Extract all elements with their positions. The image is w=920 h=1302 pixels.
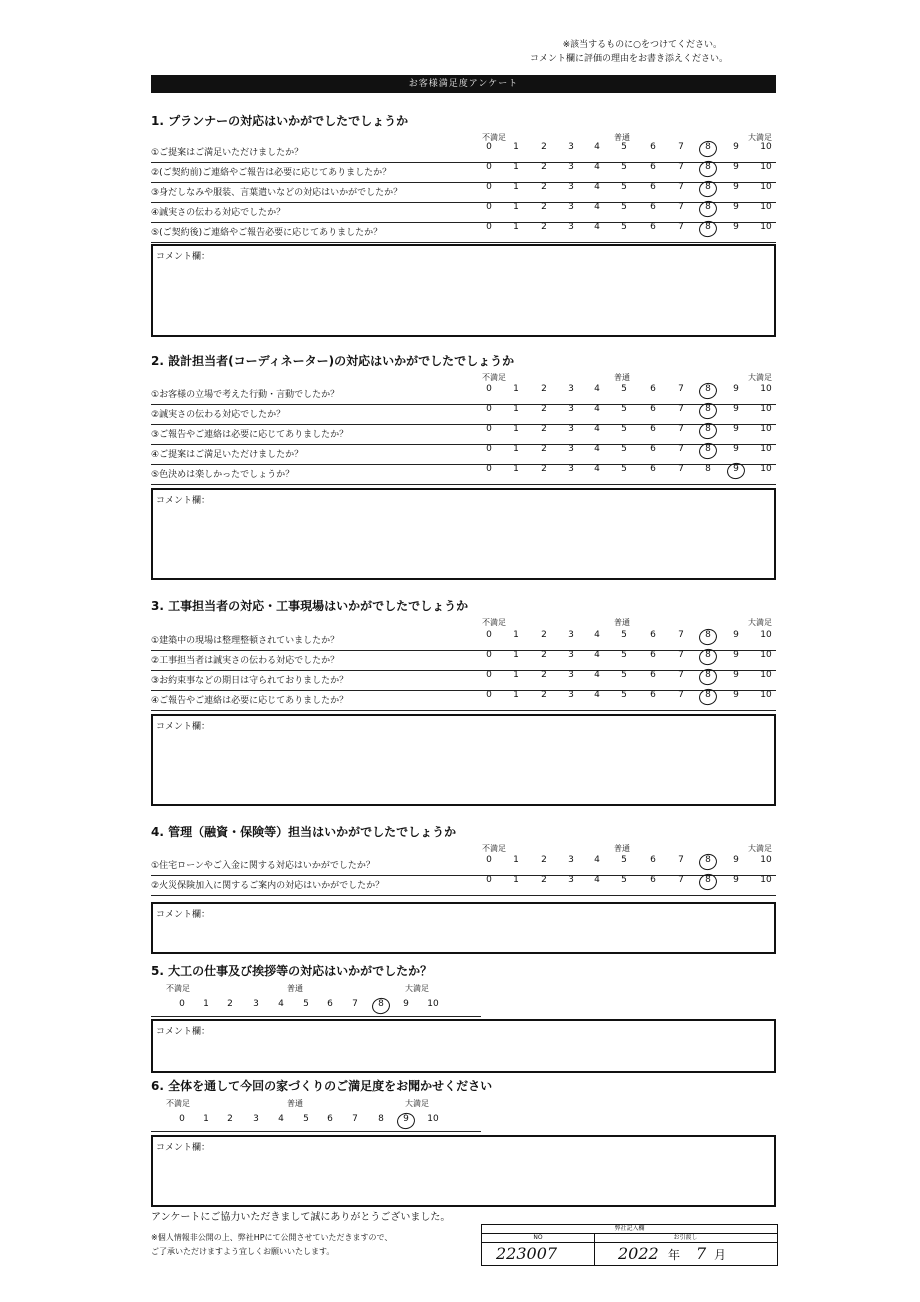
question-text: ⑤(ご契約後)ご連絡やご報告必要に応じてありましたか？ [151,228,383,238]
rating-option-2[interactable]: 2 [541,142,547,152]
rating-option-0[interactable]: 0 [486,162,492,172]
rating-option-6[interactable]: 6 [650,404,656,414]
rating-option-9[interactable]: 9 [733,855,739,865]
rating-option-3[interactable]: 3 [568,630,574,640]
rating-underline [151,1016,481,1017]
comment-box-6[interactable] [151,1135,776,1207]
rating-option-6[interactable]: 6 [650,650,656,660]
rating-option-4[interactable]: 4 [594,444,600,454]
rating-option-0[interactable]: 0 [486,202,492,212]
rating-option-4[interactable]: 4 [594,855,600,865]
rating-option-9[interactable]: 9 [733,650,739,660]
rating-option-6[interactable]: 6 [650,182,656,192]
comment-box-5[interactable] [151,1019,776,1073]
comment-label: コメント欄： [156,1027,211,1037]
rating-option-2[interactable]: 2 [541,222,547,232]
rating-option-8[interactable]: 8 [705,142,711,152]
section-2-title: 2. 設計担当者(コーディネーター)の対応はいかがでしたでしょうか [151,354,515,368]
rating-option-8[interactable]: 8 [705,182,711,192]
question-text: ②工事担当者は誠実さの伝わる対応でしたか？ [151,656,340,666]
rating-option-9[interactable]: 9 [733,182,739,192]
section-3-title: 3. 工事担当者の対応・工事現場はいかがでしたでしょうか [151,599,469,613]
rating-option-5[interactable]: 5 [621,855,627,865]
scale-mid-label: 普通 [614,618,630,627]
rating-option-5[interactable]: 5 [621,630,627,640]
scale-mid-label: 普通 [287,984,303,993]
rating-option-6[interactable]: 6 [650,444,656,454]
rating-option-6[interactable]: 6 [650,162,656,172]
instruction-note-2: コメント欄に評価の理由をお書き添えください。 [529,54,728,64]
rating-option-8[interactable]: 8 [705,444,711,454]
rating-option-8[interactable]: 8 [378,1114,384,1124]
rating-option-10[interactable]: 10 [760,182,772,192]
question-text: ④誠実さの伝わる対応でしたか？ [151,208,286,218]
rating-option-0[interactable]: 0 [486,222,492,232]
survey-number: 223007 [496,1244,558,1263]
rating-option-1[interactable]: 1 [513,162,519,172]
question-row [151,424,776,445]
rating-option-8[interactable]: 8 [705,690,711,700]
rating-option-5[interactable]: 5 [621,444,627,454]
scale-mid-label: 普通 [614,133,630,142]
rating-option-0[interactable]: 0 [486,182,492,192]
rating-option-8[interactable]: 8 [705,875,711,885]
rating-option-5[interactable]: 5 [621,650,627,660]
scale-high-label: 大満足 [405,984,429,993]
question-row [151,162,776,183]
rating-option-2[interactable]: 2 [541,670,547,680]
rating-option-8[interactable]: 8 [705,384,711,394]
rating-option-4[interactable]: 4 [278,999,284,1009]
rating-option-7[interactable]: 7 [678,650,684,660]
rating-option-1[interactable]: 1 [513,875,519,885]
handover-year: 2022 [618,1244,659,1263]
privacy-note-2: ご了承いただけますよう宜しくお願いいたします。 [151,1247,335,1256]
rating-option-3[interactable]: 3 [568,222,574,232]
rating-option-1[interactable]: 1 [203,999,209,1009]
rating-option-10[interactable]: 10 [760,142,772,152]
rating-option-3[interactable]: 3 [568,424,574,434]
rating-option-5[interactable]: 5 [621,182,627,192]
question-row [151,444,776,465]
rating-option-5[interactable]: 5 [303,999,309,1009]
question-row [151,222,776,243]
rating-option-3[interactable]: 3 [568,444,574,454]
comment-box-3[interactable] [151,714,776,806]
rating-option-3[interactable]: 3 [568,650,574,660]
rating-option-8[interactable]: 8 [705,855,711,865]
survey-banner: お客様満足度アンケート [151,75,776,93]
rating-option-6[interactable]: 6 [650,202,656,212]
rating-option-3[interactable]: 3 [568,142,574,152]
rating-option-6[interactable]: 6 [650,142,656,152]
rating-option-2[interactable]: 2 [541,650,547,660]
rating-option-7[interactable]: 7 [678,875,684,885]
question-text: ①住宅ローンやご入金に関する対応はいかがでしたか？ [151,861,375,871]
rating-option-4[interactable]: 4 [594,464,600,474]
rating-option-1[interactable]: 1 [513,630,519,640]
rating-option-9[interactable]: 9 [733,202,739,212]
rating-option-1[interactable]: 1 [513,650,519,660]
rating-option-8[interactable]: 8 [705,670,711,680]
rating-option-3[interactable]: 3 [568,670,574,680]
rating-option-4[interactable]: 4 [594,142,600,152]
rating-option-4[interactable]: 4 [594,404,600,414]
rating-option-3[interactable]: 3 [568,404,574,414]
rating-option-8[interactable]: 8 [705,202,711,212]
rating-option-1[interactable]: 1 [513,690,519,700]
no-label: NO [533,1234,543,1241]
scale-high-label: 大満足 [748,844,772,853]
rating-option-2[interactable]: 2 [541,202,547,212]
rating-option-4[interactable]: 4 [594,202,600,212]
rating-option-1[interactable]: 1 [513,384,519,394]
rating-option-0[interactable]: 0 [486,464,492,474]
scale-low-label: 不満足 [482,844,506,853]
rating-option-1[interactable]: 1 [513,142,519,152]
rating-option-5[interactable]: 5 [621,464,627,474]
instruction-note-1: ※該当するものに○をつけてください。 [562,40,722,50]
office-use-box [481,1224,778,1266]
rating-option-6[interactable]: 6 [327,1114,333,1124]
rating-option-2[interactable]: 2 [541,630,547,640]
question-text: ③お約束事などの期日は守られておりましたか？ [151,676,349,686]
rating-option-7[interactable]: 7 [678,444,684,454]
rating-option-5[interactable]: 5 [621,384,627,394]
rating-option-10[interactable]: 10 [760,670,772,680]
scale-low-label: 不満足 [482,618,506,627]
rating-option-8[interactable]: 8 [705,464,711,474]
question-row [151,630,776,651]
scale-low-label: 不満足 [166,1099,190,1108]
rating-option-2[interactable]: 2 [541,404,547,414]
rating-option-5[interactable]: 5 [621,404,627,414]
rating-option-10[interactable]: 10 [760,222,772,232]
comment-box-2[interactable] [151,488,776,580]
rating-option-2[interactable]: 2 [227,1114,233,1124]
rating-option-2[interactable]: 2 [541,162,547,172]
rating-option-7[interactable]: 7 [678,464,684,474]
question-row [151,855,776,876]
year-unit: 年 [668,1248,681,1262]
rating-option-3[interactable]: 3 [568,875,574,885]
question-text: ⑤色決めは楽しかったでしょうか？ [151,470,295,480]
rating-option-10[interactable]: 10 [760,384,772,394]
rating-option-9[interactable]: 9 [733,162,739,172]
question-row [151,404,776,425]
scale-low-label: 不満足 [482,373,506,382]
question-row [151,875,776,896]
rating-option-0[interactable]: 0 [486,444,492,454]
rating-option-2[interactable]: 2 [541,690,547,700]
rating-option-9[interactable]: 9 [733,444,739,454]
rating-option-0[interactable]: 0 [486,855,492,865]
rating-option-7[interactable]: 7 [678,202,684,212]
month-unit: 月 [714,1248,727,1262]
rating-option-7[interactable]: 7 [678,162,684,172]
scale-mid-label: 普通 [287,1099,303,1108]
rating-option-7[interactable]: 7 [678,384,684,394]
rating-option-9[interactable]: 9 [733,404,739,414]
rating-option-0[interactable]: 0 [486,142,492,152]
rating-option-7[interactable]: 7 [678,142,684,152]
question-text: ①お客様の立場で考えた行動・言動でしたか？ [151,390,340,400]
rating-option-8[interactable]: 8 [705,630,711,640]
rating-option-7[interactable]: 7 [678,855,684,865]
rating-option-7[interactable]: 7 [678,424,684,434]
scale-high-label: 大満足 [748,618,772,627]
rating-option-8[interactable]: 8 [705,424,711,434]
scale-high-label: 大満足 [748,373,772,382]
rating-option-5[interactable]: 5 [621,202,627,212]
rating-option-3[interactable]: 3 [568,855,574,865]
comment-label: コメント欄： [156,910,211,920]
footer-divider [594,1234,595,1265]
rating-option-10[interactable]: 10 [427,1114,439,1124]
privacy-note-1: ※個人情報非公開の上、弊社HPにて公開させていただきますので、 [151,1233,393,1242]
rating-option-1[interactable]: 1 [513,404,519,414]
rating-option-0[interactable]: 0 [486,875,492,885]
rating-option-4[interactable]: 4 [594,670,600,680]
rating-option-5[interactable]: 5 [621,670,627,680]
comment-label: コメント欄： [156,722,211,732]
rating-option-1[interactable]: 1 [513,202,519,212]
rating-option-4[interactable]: 4 [278,1114,284,1124]
rating-option-9[interactable]: 9 [733,424,739,434]
rating-option-3[interactable]: 3 [568,162,574,172]
rating-option-6[interactable]: 6 [650,630,656,640]
scale-mid-label: 普通 [614,373,630,382]
rating-option-1[interactable]: 1 [513,424,519,434]
rating-option-2[interactable]: 2 [541,182,547,192]
scale-high-label: 大満足 [405,1099,429,1108]
rating-option-5[interactable]: 5 [621,424,627,434]
rating-option-6[interactable]: 6 [650,222,656,232]
question-row [151,202,776,223]
rating-option-7[interactable]: 7 [678,182,684,192]
scale-mid-label: 普通 [614,844,630,853]
rating-option-10[interactable]: 10 [760,444,772,454]
rating-option-2[interactable]: 2 [541,875,547,885]
rating-option-4[interactable]: 4 [594,650,600,660]
rating-option-10[interactable]: 10 [760,162,772,172]
scale-high-label: 大満足 [748,133,772,142]
rating-option-2[interactable]: 2 [541,464,547,474]
question-text: ②誠実さの伝わる対応でしたか？ [151,410,286,420]
section-5-title: 5. 大工の仕事及び挨拶等の対応はいかがでしたか？ [151,964,433,978]
rating-option-9[interactable]: 9 [733,464,739,474]
rating-option-6[interactable]: 6 [650,670,656,680]
rating-option-6[interactable]: 6 [650,384,656,394]
rating-option-10[interactable]: 10 [760,690,772,700]
rating-option-10[interactable]: 10 [760,404,772,414]
rating-option-10[interactable]: 10 [760,855,772,865]
section-1-title: 1. プランナーの対応はいかがでしたでしょうか [151,114,409,128]
rating-option-10[interactable]: 10 [760,424,772,434]
rating-option-5[interactable]: 5 [303,1114,309,1124]
rating-option-10[interactable]: 10 [760,630,772,640]
rating-option-1[interactable]: 1 [513,464,519,474]
scale-low-label: 不満足 [166,984,190,993]
rating-option-0[interactable]: 0 [179,999,185,1009]
rating-option-0[interactable]: 0 [486,424,492,434]
rating-option-2[interactable]: 2 [541,855,547,865]
rating-option-3[interactable]: 3 [253,999,259,1009]
rating-option-6[interactable]: 6 [327,999,333,1009]
question-row [151,142,776,163]
rating-option-4[interactable]: 4 [594,182,600,192]
rating-option-9[interactable]: 9 [733,670,739,680]
rating-option-6[interactable]: 6 [650,424,656,434]
rating-option-0[interactable]: 0 [486,384,492,394]
rating-option-3[interactable]: 3 [568,690,574,700]
section-6-title: 6. 全体を通して今回の家づくりのご満足度をお聞かせください [151,1079,493,1093]
rating-underline [151,1131,481,1132]
scale-low-label: 不満足 [482,133,506,142]
rating-option-0[interactable]: 0 [486,650,492,660]
comment-box-4[interactable] [151,902,776,954]
handover-month: 7 [696,1244,707,1263]
rating-option-7[interactable]: 7 [352,1114,358,1124]
rating-option-7[interactable]: 7 [678,222,684,232]
rating-option-9[interactable]: 9 [733,630,739,640]
question-text: ②(ご契約前)ご連絡やご報告は必要に応じてありましたか？ [151,168,392,178]
office-use-title: 弊社記入欄 [482,1225,777,1234]
question-row [151,690,776,711]
comment-label: コメント欄： [156,496,211,506]
rating-option-9[interactable]: 9 [733,384,739,394]
rating-option-3[interactable]: 3 [568,182,574,192]
rating-option-5[interactable]: 5 [621,690,627,700]
rating-option-2[interactable]: 2 [541,384,547,394]
rating-option-7[interactable]: 7 [678,690,684,700]
rating-option-10[interactable]: 10 [760,650,772,660]
rating-option-0[interactable]: 0 [486,690,492,700]
rating-option-3[interactable]: 3 [568,464,574,474]
rating-option-1[interactable]: 1 [513,670,519,680]
comment-box-1[interactable] [151,244,776,337]
rating-option-8[interactable]: 8 [705,162,711,172]
question-text: ②火災保険加入に関するご案内の対応はいかがでしたか？ [151,881,385,891]
question-text: ③身だしなみや服装、言葉遣いなどの対応はいかがでしたか？ [151,188,403,198]
comment-label: コメント欄： [156,252,211,262]
rating-option-1[interactable]: 1 [203,1114,209,1124]
rating-option-6[interactable]: 6 [650,690,656,700]
question-text: ④ご報告やご連絡は必要に応じてありましたか？ [151,696,349,706]
question-text: ①建築中の現場は整理整頓されていましたか？ [151,636,340,646]
rating-option-0[interactable]: 0 [486,404,492,414]
rating-option-1[interactable]: 1 [513,182,519,192]
rating-option-1[interactable]: 1 [513,222,519,232]
question-row [151,464,776,485]
rating-option-9[interactable]: 9 [733,690,739,700]
question-row [151,384,776,405]
rating-option-3[interactable]: 3 [568,384,574,394]
rating-option-7[interactable]: 7 [678,630,684,640]
rating-option-10[interactable]: 10 [760,875,772,885]
rating-option-7[interactable]: 7 [678,670,684,680]
rating-option-2[interactable]: 2 [541,424,547,434]
rating-option-9[interactable]: 9 [733,875,739,885]
rating-option-5[interactable]: 5 [621,222,627,232]
question-row [151,650,776,671]
rating-option-6[interactable]: 6 [650,875,656,885]
rating-option-9[interactable]: 9 [403,999,409,1009]
rating-option-10[interactable]: 10 [760,464,772,474]
rating-option-7[interactable]: 7 [352,999,358,1009]
handover-label: お引渡し [673,1234,698,1241]
question-text: ③ご報告やご連絡は必要に応じてありましたか？ [151,430,349,440]
rating-option-10[interactable]: 10 [760,202,772,212]
rating-option-8[interactable]: 8 [705,222,711,232]
rating-option-4[interactable]: 4 [594,875,600,885]
rating-option-7[interactable]: 7 [678,404,684,414]
rating-option-1[interactable]: 1 [513,444,519,454]
rating-option-6[interactable]: 6 [650,464,656,474]
rating-option-4[interactable]: 4 [594,162,600,172]
rating-option-9[interactable]: 9 [403,1114,409,1124]
comment-label: コメント欄： [156,1143,211,1153]
rating-option-8[interactable]: 8 [705,404,711,414]
rating-option-5[interactable]: 5 [621,875,627,885]
rating-option-5[interactable]: 5 [621,142,627,152]
rating-option-4[interactable]: 4 [594,424,600,434]
question-row [151,182,776,203]
section-4-title: 4. 管理（融資・保険等）担当はいかがでしたでしょうか [151,825,457,839]
rating-option-3[interactable]: 3 [568,202,574,212]
rating-option-9[interactable]: 9 [733,222,739,232]
rating-option-1[interactable]: 1 [513,855,519,865]
rating-option-2[interactable]: 2 [541,444,547,454]
rating-option-0[interactable]: 0 [179,1114,185,1124]
rating-option-10[interactable]: 10 [427,999,439,1009]
rating-option-0[interactable]: 0 [486,630,492,640]
rating-option-8[interactable]: 8 [705,650,711,660]
rating-option-3[interactable]: 3 [253,1114,259,1124]
question-text: ①ご提案はご満足いただけましたか？ [151,148,304,158]
rating-option-2[interactable]: 2 [227,999,233,1009]
question-row [151,670,776,691]
rating-option-9[interactable]: 9 [733,142,739,152]
rating-option-8[interactable]: 8 [378,999,384,1009]
rating-option-4[interactable]: 4 [594,384,600,394]
rating-option-4[interactable]: 4 [594,690,600,700]
rating-option-6[interactable]: 6 [650,855,656,865]
question-text: ④ご提案はご満足いただけましたか？ [151,450,304,460]
rating-option-0[interactable]: 0 [486,670,492,680]
thanks-message: アンケートにご協力いただきまして誠にありがとうございました。 [151,1212,451,1223]
rating-option-4[interactable]: 4 [594,630,600,640]
rating-option-5[interactable]: 5 [621,162,627,172]
rating-option-4[interactable]: 4 [594,222,600,232]
